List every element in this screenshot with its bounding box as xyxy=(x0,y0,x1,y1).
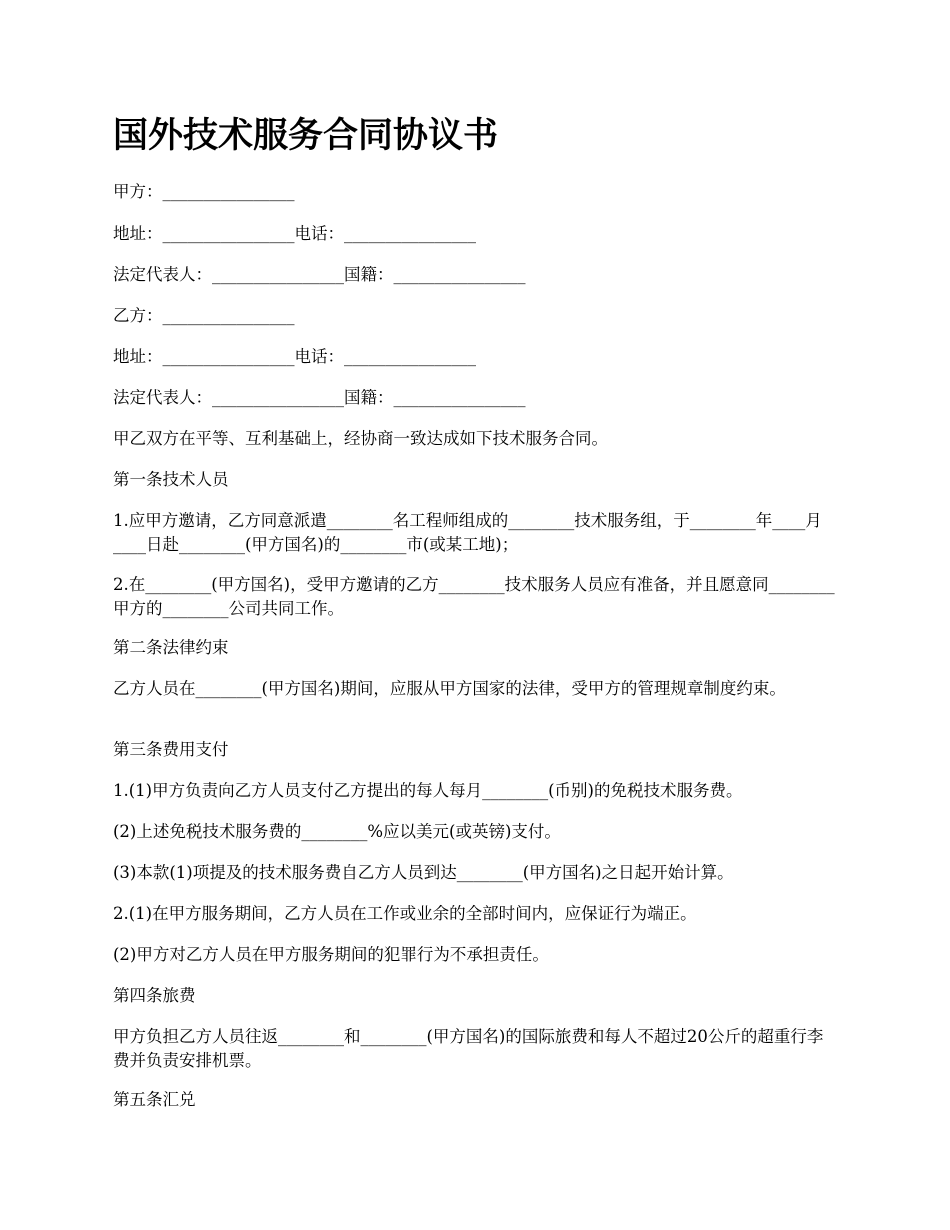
article-2-heading: 第二条法律约束 xyxy=(113,638,229,657)
article-3-heading: 第三条费用支付 xyxy=(113,740,229,759)
article-1-clause-1: 1.应甲方邀请，乙方同意派遣________名工程师组成的________技术服务组，于________年____月____日赴________(甲方国名)的________市(或某工地)； xyxy=(113,511,822,554)
document-title: 国外技术服务合同协议书 xyxy=(113,116,499,156)
article-3-clause-1-3: (3)本款(1)项提及的技术服务费自乙方人员到达________(甲方国名)之日起开始计算。 xyxy=(113,863,734,882)
article-5-heading: 第五条汇兑 xyxy=(113,1090,196,1109)
article-3-clause-1-1: 1.(1)甲方负责向乙方人员支付乙方提出的每人每月________(币别)的免税技术服务费。 xyxy=(113,781,743,800)
party-b-address-line: 地址：________________电话：________________ xyxy=(113,347,476,366)
article-3-clause-1-2: (2)上述免税技术服务费的________%应以美元(或英镑)支付。 xyxy=(113,822,561,841)
preamble-paragraph: 甲乙双方在平等、互利基础上，经协商一致达成如下技术服务合同。 xyxy=(113,429,608,448)
party-b-representative-line: 法定代表人：________________国籍：________________ xyxy=(113,388,526,407)
article-3-clause-2-2: (2)甲方对乙方人员在甲方服务期间的犯罪行为不承担责任。 xyxy=(113,945,549,964)
article-3-clause-2-1: 2.(1)在甲方服务期间，乙方人员在工作或业余的全部时间内，应保证行为端正。 xyxy=(113,904,697,923)
party-a-line: 甲方：________________ xyxy=(113,182,295,201)
article-2-body: 乙方人员在________(甲方国名)期间，应服从甲方国家的法律，受甲方的管理规章制度约束。 xyxy=(113,679,786,698)
article-4-heading: 第四条旅费 xyxy=(113,986,196,1005)
party-b-line: 乙方：________________ xyxy=(113,306,295,325)
party-a-address-line: 地址：________________电话：________________ xyxy=(113,224,476,243)
party-a-representative-line: 法定代表人：________________国籍：________________ xyxy=(113,265,526,284)
article-1-clause-2: 2.在________(甲方国名)，受甲方邀请的乙方________技术服务人员应有准备，并且愿意同________甲方的________公司共同工作。 xyxy=(113,575,835,618)
article-4-body: 甲方负担乙方人员往返________和________(甲方国名)的国际旅费和每人不超过20公斤的超重行李费并负责安排机票。 xyxy=(113,1027,824,1070)
article-1-heading: 第一条技术人员 xyxy=(113,470,229,489)
